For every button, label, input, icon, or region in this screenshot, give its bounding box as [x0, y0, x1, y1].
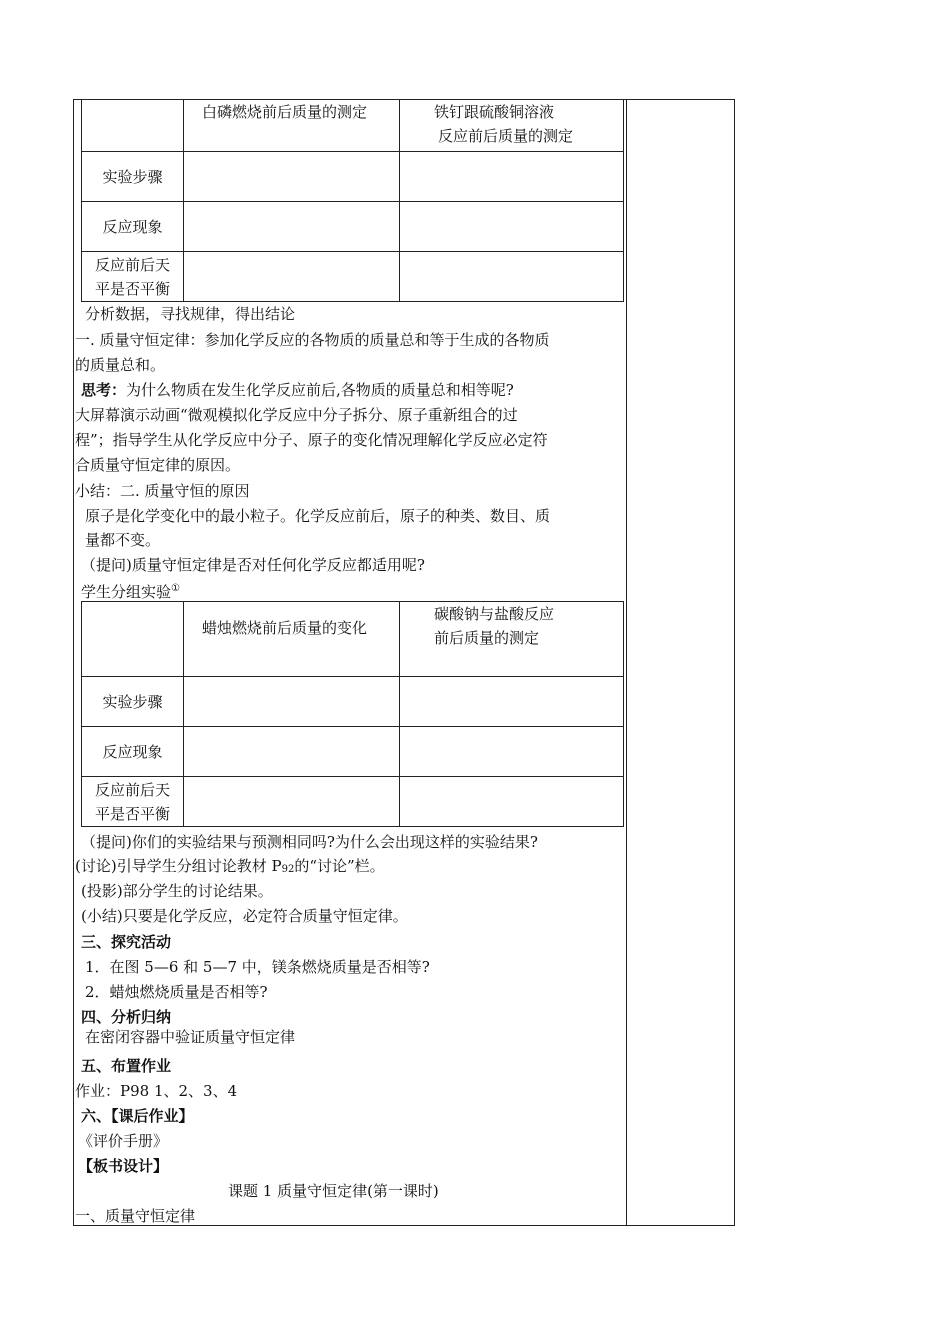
text-line: 程”；指导学生从化学反应中分子、原子的变化情况理解化学反应必定符	[75, 431, 548, 449]
text-line: 在密闭容器中验证质量守恒定律	[85, 1028, 296, 1046]
text-line: 量都不变。	[85, 531, 161, 549]
text-line: 《评价手册》	[78, 1132, 169, 1150]
section-heading: 五、布置作业	[81, 1057, 172, 1075]
table2-row-balance: 反应前后天 平是否平衡	[82, 777, 184, 827]
text-line: （提问)质量守恒定律是否对任何化学反应都适用呢?	[81, 556, 425, 574]
text-line: 分析数据，寻找规律，得出结论	[85, 305, 296, 323]
table2-cell	[400, 677, 624, 727]
column-divider	[626, 99, 627, 1226]
table2-header-col1: 蜡烛燃烧前后质量的变化	[184, 602, 400, 677]
text-line: 作业：P98 1、2、3、4	[75, 1082, 238, 1100]
table1-cell	[400, 252, 624, 302]
table1-header-col2: 铁钉跟硫酸铜溶液 反应前后质量的测定	[400, 100, 624, 152]
section-heading: 三、探究活动	[81, 933, 172, 951]
text-line: 原子是化学变化中的最小粒子。化学反应前后，原子的种类、数目、质	[85, 507, 551, 525]
text-line: 小结：二. 质量守恒的原因	[75, 482, 250, 500]
table2-row-steps: 实验步骤	[82, 677, 184, 727]
table1-cell	[400, 202, 624, 252]
table2-corner	[82, 602, 184, 677]
table1-cell	[184, 152, 400, 202]
section-heading: 四、分析归纳	[81, 1008, 172, 1026]
text-line: 2．蜡烛燃烧质量是否相等?	[85, 983, 268, 1001]
table1-row-phenomena: 反应现象	[82, 202, 184, 252]
text-line: 一、质量守恒定律	[75, 1207, 196, 1225]
table1-row-steps: 实验步骤	[82, 152, 184, 202]
table1-cell	[184, 202, 400, 252]
table2-cell	[184, 677, 400, 727]
table2-cell	[400, 727, 624, 777]
text-line: 合质量守恒定律的原因。	[75, 456, 241, 474]
text-line: (投影)部分学生的讨论结果。	[81, 882, 273, 900]
section-heading: 六、【课后作业】	[81, 1107, 194, 1125]
section-heading: 【板书设计】	[78, 1157, 169, 1175]
text-line: 大屏幕演示动画“微观模拟化学反应中分子拆分、原子重新组合的过	[75, 406, 518, 424]
table1-corner	[82, 100, 184, 152]
table2-cell	[184, 727, 400, 777]
table2-cell	[184, 777, 400, 827]
text-line: 的质量总和。	[75, 356, 166, 374]
board-title: 课题 1 质量守恒定律(第一课时)	[228, 1182, 439, 1200]
table2-cell	[400, 777, 624, 827]
text-line: 思考：为什么物质在发生化学反应前后,各物质的质量总和相等呢?	[81, 381, 514, 399]
text-line: 1．在图 5—6 和 5—7 中，镁条燃烧质量是否相等?	[85, 958, 430, 976]
text-line: 一. 质量守恒定律：参加化学反应的各物质的质量总和等于生成的各物质	[75, 331, 550, 349]
text-line: 学生分组实验①	[81, 583, 180, 601]
table1-cell	[400, 152, 624, 202]
table1-cell	[184, 252, 400, 302]
table1-row-balance: 反应前后天 平是否平衡	[82, 252, 184, 302]
table2-header-col2: 碳酸钠与盐酸反应 前后质量的测定	[400, 602, 624, 677]
experiment-table-1	[81, 99, 624, 302]
table1-header-col1: 白磷燃烧前后质量的测定	[184, 100, 400, 152]
text-line: (讨论)引导学生分组讨论教材 $P_{92}$的“讨论”栏。	[75, 857, 385, 875]
text-line: （提问)你们的实验结果与预测相同吗?为什么会出现这样的实验结果?	[81, 833, 538, 851]
experiment-table-2	[81, 601, 624, 827]
text-line: (小结)只要是化学反应，必定符合质量守恒定律。	[81, 907, 408, 925]
table2-row-phenomena: 反应现象	[82, 727, 184, 777]
